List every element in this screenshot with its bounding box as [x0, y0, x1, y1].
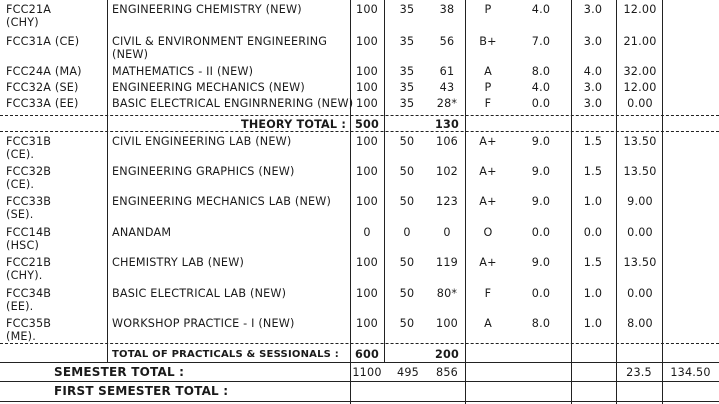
grade-point: 4.0	[531, 3, 551, 16]
credit: 3.0	[583, 35, 603, 48]
min-marks: 50	[399, 135, 415, 148]
theory-total-divider	[0, 131, 719, 132]
obtained-marks: 100	[436, 317, 458, 330]
credit: 1.5	[583, 135, 603, 148]
min-marks: 0	[403, 226, 411, 239]
credit: 4.0	[583, 65, 603, 78]
credit-point: 13.50	[623, 256, 657, 269]
grade: A	[484, 65, 492, 78]
subject-code: FCC21A	[6, 3, 52, 16]
obtained-marks: 61	[439, 65, 455, 78]
grade: O	[483, 226, 493, 239]
grade-point: 9.0	[531, 256, 551, 269]
max-marks: 100	[356, 165, 378, 178]
semester-total-label: SEMESTER TOTAL :	[54, 365, 185, 379]
subject-code: (EE).	[6, 300, 34, 313]
subject-name: BASIC ELECTRICAL LAB (NEW)	[112, 287, 287, 300]
max-marks: 100	[356, 35, 378, 48]
subject-name: WORKSHOP PRACTICE - I (NEW)	[112, 317, 295, 330]
subject-code: FCC32B	[6, 165, 52, 178]
min-marks: 50	[399, 317, 415, 330]
grade-point: 9.0	[531, 195, 551, 208]
theory-total-max: 500	[355, 118, 379, 131]
credit: 3.0	[583, 81, 603, 94]
grade-point: 4.0	[531, 81, 551, 94]
grade: B+	[479, 35, 497, 48]
practical-total-label: TOTAL OF PRACTICALS & SESSIONALS :	[112, 349, 339, 360]
grade-point: 0.0	[531, 287, 551, 300]
semester-total-credit: 23.5	[626, 366, 652, 379]
max-marks: 100	[356, 135, 378, 148]
grade: A	[484, 317, 492, 330]
grade-point: 9.0	[531, 165, 551, 178]
obtained-marks: 38	[439, 3, 455, 16]
credit: 1.0	[583, 317, 603, 330]
grade-point: 8.0	[531, 65, 551, 78]
grade: F	[484, 97, 492, 110]
grade-point: 9.0	[531, 135, 551, 148]
min-marks: 50	[399, 287, 415, 300]
min-marks: 35	[399, 97, 415, 110]
grade: F	[484, 287, 492, 300]
credit: 1.0	[583, 287, 603, 300]
theory-total-obtained: 130	[435, 118, 459, 131]
obtained-marks: 0	[443, 226, 451, 239]
credit-point: 9.00	[627, 195, 653, 208]
practical-total-obtained: 200	[435, 348, 459, 361]
subject-code: FCC31A (CE)	[6, 35, 80, 48]
max-marks: 100	[356, 81, 378, 94]
semester-total-obtained: 856	[436, 366, 458, 379]
theory-divider	[0, 115, 719, 116]
credit: 3.0	[583, 3, 603, 16]
subject-code: (CE).	[6, 148, 35, 161]
total-divider	[0, 362, 719, 363]
subject-name: ENGINEERING GRAPHICS (NEW)	[112, 165, 295, 178]
grade-point: 8.0	[531, 317, 551, 330]
subject-code: (HSC)	[6, 239, 40, 252]
credit-point: 8.00	[627, 317, 653, 330]
obtained-marks: 80*	[436, 287, 458, 300]
credit-point: 12.00	[623, 81, 657, 94]
credit: 1.5	[583, 256, 603, 269]
subject-code: FCC32A (SE)	[6, 81, 79, 94]
credit-point: 13.50	[623, 135, 657, 148]
grade: P	[484, 81, 492, 94]
subject-code: (SE).	[6, 208, 34, 221]
max-marks: 100	[356, 195, 378, 208]
subject-name: CIVIL ENGINEERING LAB (NEW)	[112, 135, 292, 148]
subject-name: CHEMISTRY LAB (NEW)	[112, 256, 245, 269]
semester-divider	[0, 381, 719, 382]
min-marks: 35	[399, 35, 415, 48]
obtained-marks: 123	[436, 195, 458, 208]
max-marks: 100	[356, 97, 378, 110]
min-marks: 35	[399, 3, 415, 16]
subject-code: FCC33A (EE)	[6, 97, 79, 110]
obtained-marks: 43	[439, 81, 455, 94]
credit: 1.0	[583, 195, 603, 208]
theory-total-label: THEORY TOTAL :	[240, 118, 346, 131]
obtained-marks: 119	[436, 256, 458, 269]
column-rule	[384, 0, 385, 362]
subject-code: FCC31B	[6, 135, 52, 148]
first-semester-total-label: FIRST SEMESTER TOTAL :	[54, 384, 229, 398]
grade: A+	[479, 165, 497, 178]
grade: A+	[479, 256, 497, 269]
subject-code: (CHY)	[6, 16, 39, 29]
subject-name: ENGINEERING CHEMISTRY (NEW)	[112, 3, 302, 16]
credit-point: 32.00	[623, 65, 657, 78]
max-marks: 100	[356, 3, 378, 16]
credit: 3.0	[583, 97, 603, 110]
min-marks: 50	[399, 195, 415, 208]
max-marks: 100	[356, 256, 378, 269]
min-marks: 50	[399, 256, 415, 269]
obtained-marks: 102	[436, 165, 458, 178]
grade-point: 7.0	[531, 35, 551, 48]
subject-name: (NEW)	[112, 48, 149, 61]
semester-total-credit-point: 134.50	[670, 366, 711, 379]
semester-total-max: 1100	[352, 366, 382, 379]
max-marks: 100	[356, 317, 378, 330]
subject-code: FCC14B	[6, 226, 52, 239]
min-marks: 35	[399, 65, 415, 78]
credit-point: 0.00	[627, 287, 653, 300]
credit-point: 13.50	[623, 165, 657, 178]
subject-name: BASIC ELECTRICAL ENGINRNERING (NEW)	[112, 97, 354, 110]
grade: P	[484, 3, 492, 16]
obtained-marks: 28*	[436, 97, 458, 110]
max-marks: 0	[363, 226, 371, 239]
min-marks: 35	[399, 81, 415, 94]
credit: 1.5	[583, 165, 603, 178]
subject-code: FCC24A (MA)	[6, 65, 82, 78]
subject-code: (ME).	[6, 330, 37, 343]
grade-point: 0.0	[531, 226, 551, 239]
bottom-divider	[0, 401, 719, 402]
column-rule	[107, 0, 108, 362]
obtained-marks: 56	[439, 35, 455, 48]
subject-name: ENGINEERING MECHANICS (NEW)	[112, 81, 305, 94]
semester-total-min: 495	[397, 366, 419, 379]
subject-code: FCC35B	[6, 317, 52, 330]
credit-point: 0.00	[627, 226, 653, 239]
credit-point: 21.00	[623, 35, 657, 48]
practical-total-max: 600	[355, 348, 379, 361]
min-marks: 50	[399, 165, 415, 178]
credit: 0.0	[583, 226, 603, 239]
max-marks: 100	[356, 287, 378, 300]
max-marks: 100	[356, 65, 378, 78]
subject-code: (CHY).	[6, 269, 43, 282]
subject-code: FCC33B	[6, 195, 52, 208]
credit-point: 0.00	[627, 97, 653, 110]
practical-divider	[0, 343, 719, 344]
subject-name: ENGINEERING MECHANICS LAB (NEW)	[112, 195, 332, 208]
subject-name: CIVIL & ENVIRONMENT ENGINEERING	[112, 35, 328, 48]
grade: A+	[479, 135, 497, 148]
subject-code: FCC21B	[6, 256, 52, 269]
subject-code: (CE).	[6, 178, 35, 191]
obtained-marks: 106	[436, 135, 458, 148]
grade-point: 0.0	[531, 97, 551, 110]
subject-name: ANANDAM	[112, 226, 172, 239]
subject-name: MATHEMATICS - II (NEW)	[112, 65, 254, 78]
grade: A+	[479, 195, 497, 208]
credit-point: 12.00	[623, 3, 657, 16]
subject-code: FCC34B	[6, 287, 52, 300]
